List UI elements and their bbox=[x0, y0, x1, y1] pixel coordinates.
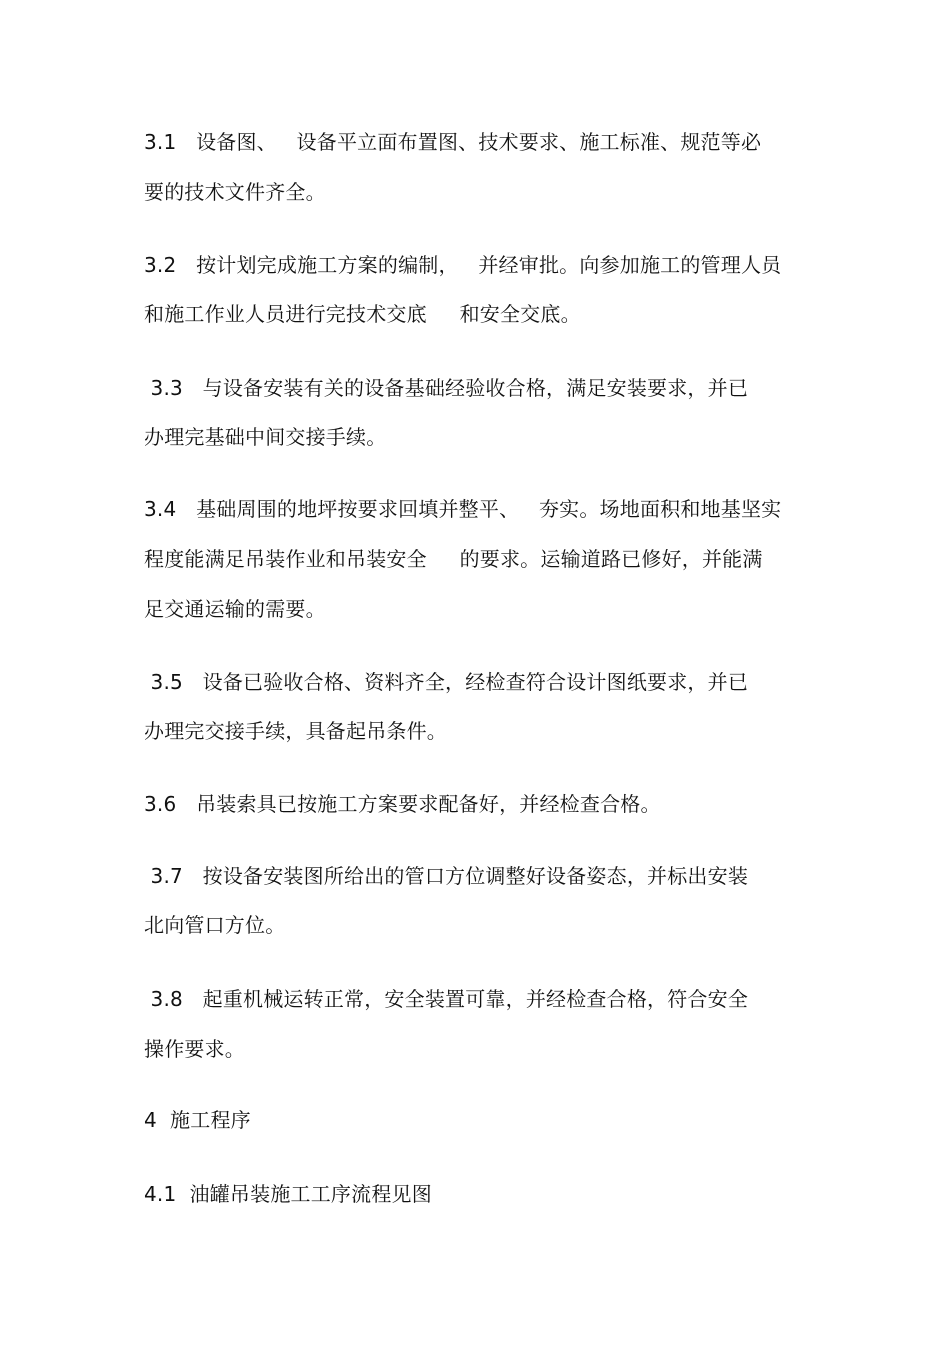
clause-4-1-line-1: 4.1 油罐吊装施工工序流程见图 bbox=[144, 1182, 432, 1206]
clause-3-1-line-1: 3.1 设备图、 设备平立面布置图、技术要求、施工标准、规范等必 bbox=[144, 130, 762, 154]
clause-3-5-line-1: 3.5 设备已验收合格、资料齐全，经检查符合设计图纸要求，并已 bbox=[144, 670, 749, 694]
clause-3-3-line-1: 3.3 与设备安装有关的设备基础经验收合格，满足安装要求，并已 bbox=[144, 376, 749, 400]
clause-3-7-line-2: 北向管口方位。 bbox=[144, 913, 286, 937]
clause-3-2-line-2: 和施工作业人员进行完技术交底 和安全交底。 bbox=[144, 302, 581, 326]
clause-3-4-line-1: 3.4 基础周围的地坪按要求回填并整平、 夯实。场地面积和地基坚实 bbox=[144, 497, 782, 521]
clause-3-4-line-2: 程度能满足吊装作业和吊装安全 的要求。运输道路已修好，并能满 bbox=[144, 547, 763, 571]
clause-3-5-line-2: 办理完交接手续，具备起吊条件。 bbox=[144, 719, 447, 743]
clause-3-2-line-1: 3.2 按计划完成施工方案的编制， 并经审批。向参加施工的管理人员 bbox=[144, 253, 782, 277]
clause-3-7-line-1: 3.7 按设备安装图所给出的管口方位调整好设备姿态，并标出安装 bbox=[144, 864, 749, 888]
section-4-heading: 4 施工程序 bbox=[144, 1108, 251, 1132]
clause-3-1-line-2: 要的技术文件齐全。 bbox=[144, 180, 326, 204]
clause-3-8-line-2: 操作要求。 bbox=[144, 1037, 245, 1061]
clause-3-3-line-2: 办理完基础中间交接手续。 bbox=[144, 425, 387, 449]
clause-3-6-line-1: 3.6 吊装索具已按施工方案要求配备好，并经检查合格。 bbox=[144, 792, 661, 816]
clause-3-8-line-1: 3.8 起重机械运转正常，安全装置可靠，并经检查合格，符合安全 bbox=[144, 987, 749, 1011]
clause-3-4-line-3: 足交通运输的需要。 bbox=[144, 597, 326, 621]
